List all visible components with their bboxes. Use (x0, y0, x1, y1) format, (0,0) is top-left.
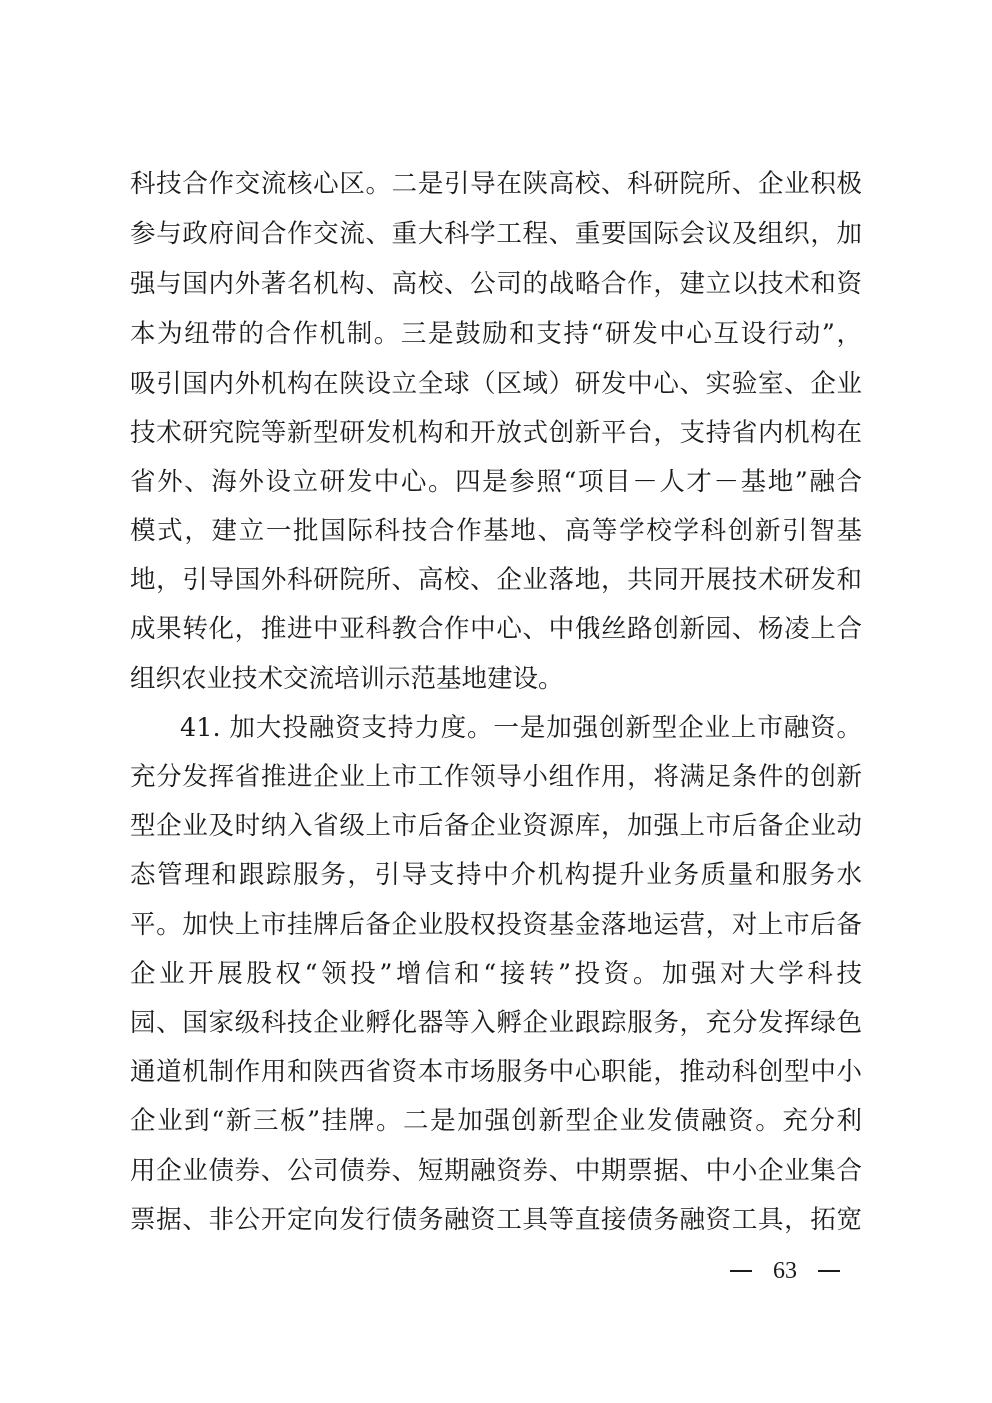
text-line: 充分发挥省推进企业上市工作领导小组作用，将满足条件的创新 (130, 762, 862, 792)
text-line: 科技合作交流核心区。二是引导在陕高校、科研院所、企业积极 (130, 169, 862, 199)
text-line: 模式，建立一批国际科技合作基地、高等学校学科创新引智基 (130, 516, 862, 546)
right-dash (818, 1270, 840, 1272)
text-line: 通道机制作用和陕西省资本市场服务中心职能，推动科创型中小 (130, 1057, 862, 1087)
text-line: 吸引国内外机构在陕设立全球（区域）研发中心、实验室、企业 (130, 369, 862, 399)
text-line: 成果转化，推进中亚科教合作中心、中俄丝路创新园、杨凌上合 (130, 614, 862, 644)
text-line: 型企业及时纳入省级上市后备企业资源库，加强上市后备企业动 (130, 811, 862, 841)
text-line: 态管理和跟踪服务，引导支持中介机构提升业务质量和服务水 (130, 860, 862, 890)
text-line: 地，引导国外科研院所、高校、企业落地，共同开展技术研发和 (130, 565, 862, 595)
text-line: 本为纽带的合作机制。三是鼓励和支持“研发中心互设行动”， (130, 319, 862, 349)
text-line: 省外、海外设立研发中心。四是参照“项目－人才－基地”融合 (130, 467, 862, 497)
text-line: 园、国家级科技企业孵化器等入孵企业跟踪服务，充分发挥绿色 (130, 1008, 862, 1038)
page-number-footer (730, 1253, 840, 1289)
page-number: 63 (773, 1258, 797, 1284)
left-dash (730, 1270, 752, 1272)
text-line: 用企业债券、公司债券、短期融资券、中期票据、中小企业集合 (130, 1156, 862, 1186)
text-line: 企业到“新三板”挂牌。二是加强创新型企业发债融资。充分利 (130, 1106, 862, 1136)
text-line: 平。加快上市挂牌后备企业股权投资基金落地运营，对上市后备 (130, 910, 862, 940)
text-line: 企业开展股权“领投”增信和“接转”投资。加强对大学科技 (130, 959, 862, 989)
text-line: 参与政府间合作交流、重大科学工程、重要国际会议及组织，加 (130, 219, 862, 249)
text-line: 强与国内外著名机构、高校、公司的战略合作，建立以技术和资 (130, 269, 862, 299)
text-line: 组织农业技术交流培训示范基地建设。 (130, 664, 564, 694)
section-heading-line: 41. 加大投融资支持力度。一是加强创新型企业上市融资。 (180, 713, 862, 743)
text-line: 技术研究院等新型研发机构和开放式创新平台，支持省内机构在 (130, 418, 862, 448)
text-line: 票据、非公开定向发行债务融资工具等直接债务融资工具，拓宽 (130, 1205, 862, 1235)
